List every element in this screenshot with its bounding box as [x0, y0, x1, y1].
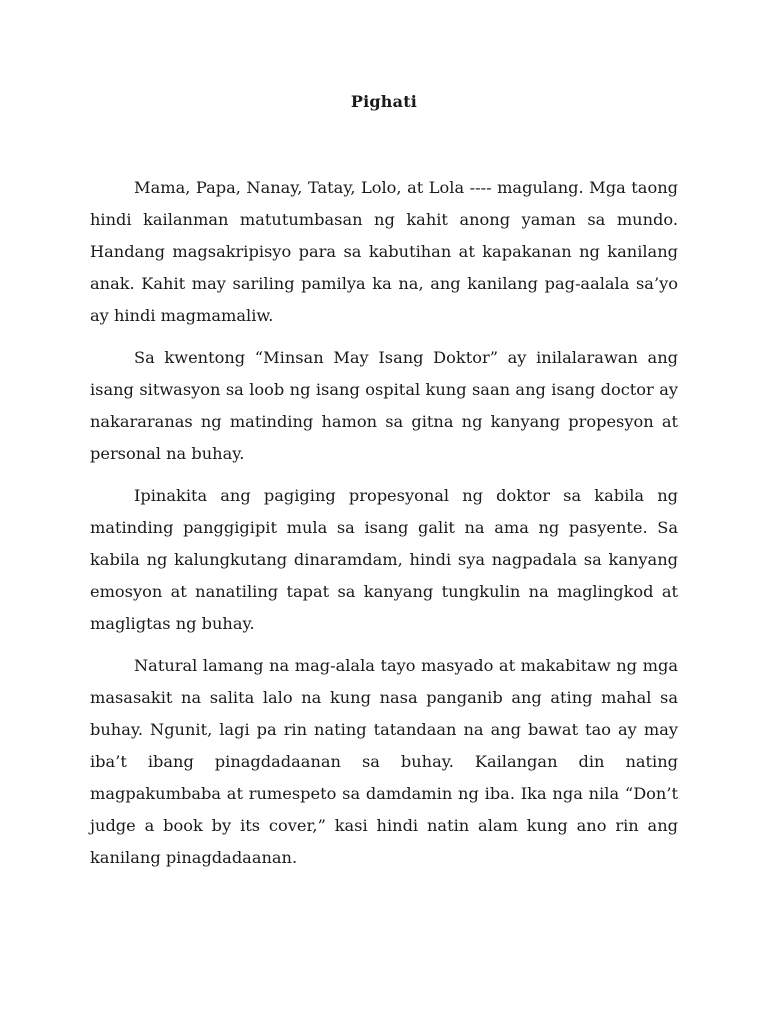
paragraph-4: Natural lamang na mag-alala tayo masyado at makabitaw ng mga masasakit na salita lalo na kung nasa panganib ang ating mahal sa buhay. Ngunit, lagi pa rin nating tatandaan na ang bawat tao ay may iba’t ibang pinagdadaanan sa buhay. Kailangan din nating magpakumbaba at rumespeto sa damdamin ng iba. Ika nga nila “Don’t judge a book by its cover,” kasi hindi natin alam kung ano rin ang kanilang pinagdadaanan. [90, 656, 678, 867]
document-body [90, 172, 678, 884]
paragraph-2: Sa kwentong “Minsan May Isang Doktor” ay inilalarawan ang isang sitwasyon sa loob ng isang ospital kung saan ang isang doctor ay nakararanas ng matinding hamon sa gitna ng kanyang propesyon at personal na buhay. [90, 348, 678, 463]
document-title: Pighati [350, 92, 418, 111]
paragraph-3: Ipinakita ang pagiging propesyonal ng doktor sa kabila ng matinding panggigipit mula sa isang galit na ama ng pasyente. Sa kabila ng kalungkutang dinaramdam, hindi sya nagpadala sa kanyang emosyon at nanatiling tapat sa kanyang tungkulin na maglingkod at magligtas ng buhay. [90, 486, 678, 633]
paragraph-1: Mama, Papa, Nanay, Tatay, Lolo, at Lola ---- magulang. Mga taong hindi kailanman matutumbasan ng kahit anong yaman sa mundo. Handang magsakripisyo para sa kabutihan at kapakanan ng kanilang anak. Kahit may sariling pamilya ka na, ang kanilang pag-aalala sa’yo ay hindi magmamaliw. [90, 178, 678, 325]
